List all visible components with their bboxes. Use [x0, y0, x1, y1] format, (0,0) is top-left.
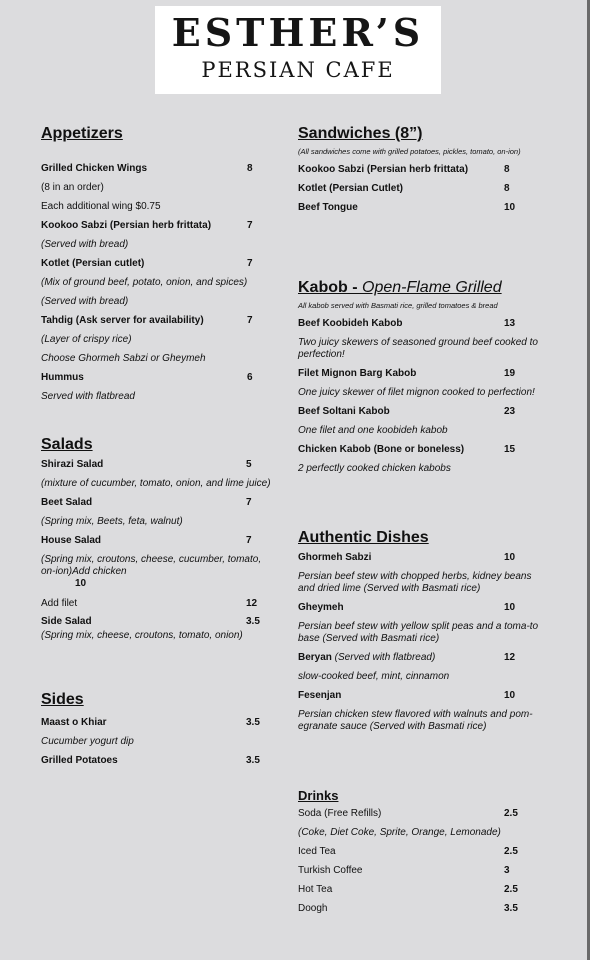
item-name: Iced Tea — [298, 846, 336, 857]
menu-item — [41, 751, 271, 770]
logo-title: ESTHER’S — [171, 10, 425, 55]
item-price: 8 — [504, 164, 510, 175]
item-price: 3.5 — [246, 755, 260, 766]
item-text: (Mix of ground beef, potato, onion, and spices) — [41, 277, 248, 288]
item-price: 6 — [247, 372, 253, 383]
item-price: 7 — [246, 497, 252, 508]
item-name: Gheymeh — [298, 602, 344, 613]
item-text: (8 in an order) — [41, 182, 104, 193]
item-name: Tahdig (Ask server for availability) — [41, 315, 204, 326]
menu-item — [41, 613, 271, 630]
kabob-note: All kabob served with Basmati rice, grilled tomatoes & bread — [298, 301, 498, 310]
kabob-section — [298, 278, 556, 478]
sandwiches-title: Sandwiches (8”) — [298, 125, 423, 142]
left-column — [41, 0, 271, 960]
item-name: Beef Soltani Kabob — [298, 406, 390, 417]
item-price: 3.5 — [246, 717, 260, 728]
item-text: One filet and one koobideh kabob — [298, 425, 448, 436]
item-price: 13 — [504, 318, 516, 329]
menu-item — [298, 899, 556, 918]
item-description: Persian beef stew with chopped herbs, kidney beans and dried lime (Served with Basmati rice) — [298, 571, 532, 594]
item-name: Turkish Coffee — [298, 865, 363, 876]
item-price: 2.5 — [504, 884, 518, 895]
menu-item — [41, 493, 271, 512]
item-price: 7 — [246, 535, 252, 546]
menu-item — [41, 311, 271, 330]
item-text: (Served with bread) — [41, 239, 129, 250]
item-description: Persian beef stew with yellow split peas and a toma-to base (Served with Basmati rice) — [298, 621, 539, 644]
item-description — [41, 330, 271, 349]
item-price: 2.5 — [504, 808, 518, 819]
menu-item — [298, 179, 556, 198]
menu-item — [298, 804, 556, 823]
item-name: Hot Tea — [298, 884, 333, 895]
item-text: Choose Ghormeh Sabzi or Gheymeh — [41, 353, 206, 364]
drinks-list — [298, 804, 556, 918]
sides-title: Sides — [41, 691, 84, 708]
menu-item — [298, 364, 556, 383]
item-price: 8 — [247, 163, 253, 174]
item-name: Kotlet (Persian Cutlet) — [298, 183, 404, 194]
item-description: (Spring mix, croutons, cheese, cucumber, tomato, on-ion)Add chicken — [41, 554, 262, 577]
item-text: One juicy skewer of filet mignon cooked to perfection! — [298, 387, 535, 398]
kabob-title-main: Kabob - — [298, 279, 362, 296]
menu-item — [298, 440, 556, 459]
item-name: Beet Salad — [41, 497, 93, 508]
menu-item — [298, 598, 556, 617]
kabob-title-sub: Open-Flame Grilled — [362, 279, 502, 296]
menu-item — [298, 198, 556, 217]
item-price: 2.5 — [504, 846, 518, 857]
menu-item — [41, 713, 271, 732]
item-text: (Coke, Diet Coke, Sprite, Orange, Lemonade) — [298, 827, 501, 838]
item-description: slow-cooked beef, mint, cinnamon — [298, 671, 450, 682]
item-description — [41, 349, 271, 368]
item-description: Two juicy skewers of seasoned ground beef cooked to perfection! — [298, 337, 538, 360]
item-description — [298, 421, 556, 440]
menu-item — [41, 531, 271, 550]
menu-item — [298, 160, 556, 179]
item-price: 3 — [504, 865, 510, 876]
item-description — [41, 292, 271, 311]
menu-item — [298, 402, 556, 421]
menu-item — [298, 548, 556, 567]
menu-item — [41, 455, 271, 474]
item-description — [298, 383, 556, 402]
item-price: 15 — [504, 444, 516, 455]
logo-subtitle: PERSIAN CAFE — [201, 58, 395, 82]
item-name: Hummus — [41, 372, 84, 383]
item-name: Fesenjan — [298, 690, 342, 701]
item-price: 3.5 — [504, 903, 518, 914]
kabob-list — [298, 364, 556, 478]
menu-item — [298, 314, 556, 333]
item-price: 3.5 — [246, 616, 260, 627]
item-price: 23 — [504, 406, 516, 417]
item-name: House Salad — [41, 535, 102, 546]
item-price: 7 — [247, 315, 253, 326]
menu-item — [298, 648, 556, 667]
item-text: 2 perfectly cooked chicken kabobs — [298, 463, 451, 474]
item-description — [298, 823, 556, 842]
sandwiches-note: (All sandwiches come with grilled potatoes, pickles, tomato, on-ion) — [298, 147, 521, 156]
menu-item — [41, 594, 271, 613]
item-price: 5 — [246, 459, 252, 470]
item-text: Each additional wing $0.75 — [41, 201, 161, 212]
item-name: Add filet — [41, 598, 78, 609]
item-description — [41, 732, 271, 751]
appetizers-section — [41, 124, 271, 406]
item-description: (Spring mix, Beets, feta, walnut) — [41, 516, 183, 527]
appetizers-list — [41, 159, 271, 406]
menu-item — [298, 861, 556, 880]
item-name: Kotlet (Persian cutlet) — [41, 258, 145, 269]
item-description — [41, 273, 271, 292]
item-name: Filet Mignon Barg Kabob — [298, 368, 417, 379]
item-price: 10 — [504, 602, 516, 613]
item-price: 10 — [504, 202, 516, 213]
item-name: Kookoo Sabzi (Persian herb frittata) — [298, 164, 469, 175]
item-name: Beryan — [298, 652, 332, 663]
sides-list — [41, 713, 271, 770]
item-price: 10 — [504, 552, 516, 563]
item-name: Chicken Kabob (Bone or boneless) — [298, 444, 465, 455]
menu-item — [298, 880, 556, 899]
item-name: Grilled Chicken Wings — [41, 163, 148, 174]
drinks-title: Drinks — [298, 788, 339, 803]
item-price: 19 — [504, 368, 516, 379]
item-text: (Layer of crispy rice) — [41, 334, 132, 345]
item-name: Ghormeh Sabzi — [298, 552, 372, 563]
item-description: Persian chicken stew flavored with walnuts and pom-egranate sauce (Served with Basmati rice) — [298, 709, 533, 732]
item-description — [41, 235, 271, 254]
item-name: Grilled Potatoes — [41, 755, 118, 766]
item-description — [298, 459, 556, 478]
appetizers-title: Appetizers — [41, 125, 123, 142]
menu-item — [41, 216, 271, 235]
drinks-section — [298, 787, 556, 918]
item-description — [41, 178, 271, 197]
right-column — [298, 0, 556, 960]
menu-item — [41, 159, 271, 178]
menu-item — [298, 686, 556, 705]
sides-section — [41, 690, 271, 770]
item-description — [41, 387, 271, 406]
menu-item — [41, 254, 271, 273]
item-name: Doogh — [298, 903, 328, 914]
item-name: Kookoo Sabzi (Persian herb frittata) — [41, 220, 212, 231]
item-price: 7 — [247, 258, 253, 269]
item-name-note: (Served with flatbread) — [331, 652, 436, 663]
item-name: Maast o Khiar — [41, 717, 107, 728]
item-price: 12 — [246, 598, 258, 609]
item-price: 7 — [247, 220, 253, 231]
authentic-title: Authentic Dishes — [298, 529, 429, 546]
item-description — [41, 197, 271, 216]
item-name: Beef Koobideh Kabob — [298, 318, 403, 329]
item-text: Served with flatbread — [41, 391, 135, 402]
kabob-title — [298, 278, 556, 298]
item-text: Cucumber yogurt dip — [41, 736, 134, 747]
sandwiches-list — [298, 160, 556, 217]
add-chicken-price: 10 — [75, 578, 87, 589]
item-name: Side Salad — [41, 616, 92, 627]
item-description: (mixture of cucumber, tomato, onion, and lime juice) — [41, 478, 271, 489]
item-price: 12 — [504, 652, 516, 663]
item-name: Soda (Free Refills) — [298, 808, 382, 819]
salads-title: Salads — [41, 436, 93, 453]
item-price: 8 — [504, 183, 510, 194]
item-name: Beef Tongue — [298, 202, 358, 213]
item-name: Shirazi Salad — [41, 459, 104, 470]
item-text: (Served with bread) — [41, 296, 129, 307]
authentic-section — [298, 528, 556, 736]
sandwiches-section — [298, 124, 556, 217]
menu-item — [41, 368, 271, 387]
menu-item — [298, 842, 556, 861]
item-description: (Spring mix, cheese, croutons, tomato, onion) — [41, 630, 243, 641]
item-price: 10 — [504, 690, 516, 701]
salads-section — [41, 435, 271, 642]
